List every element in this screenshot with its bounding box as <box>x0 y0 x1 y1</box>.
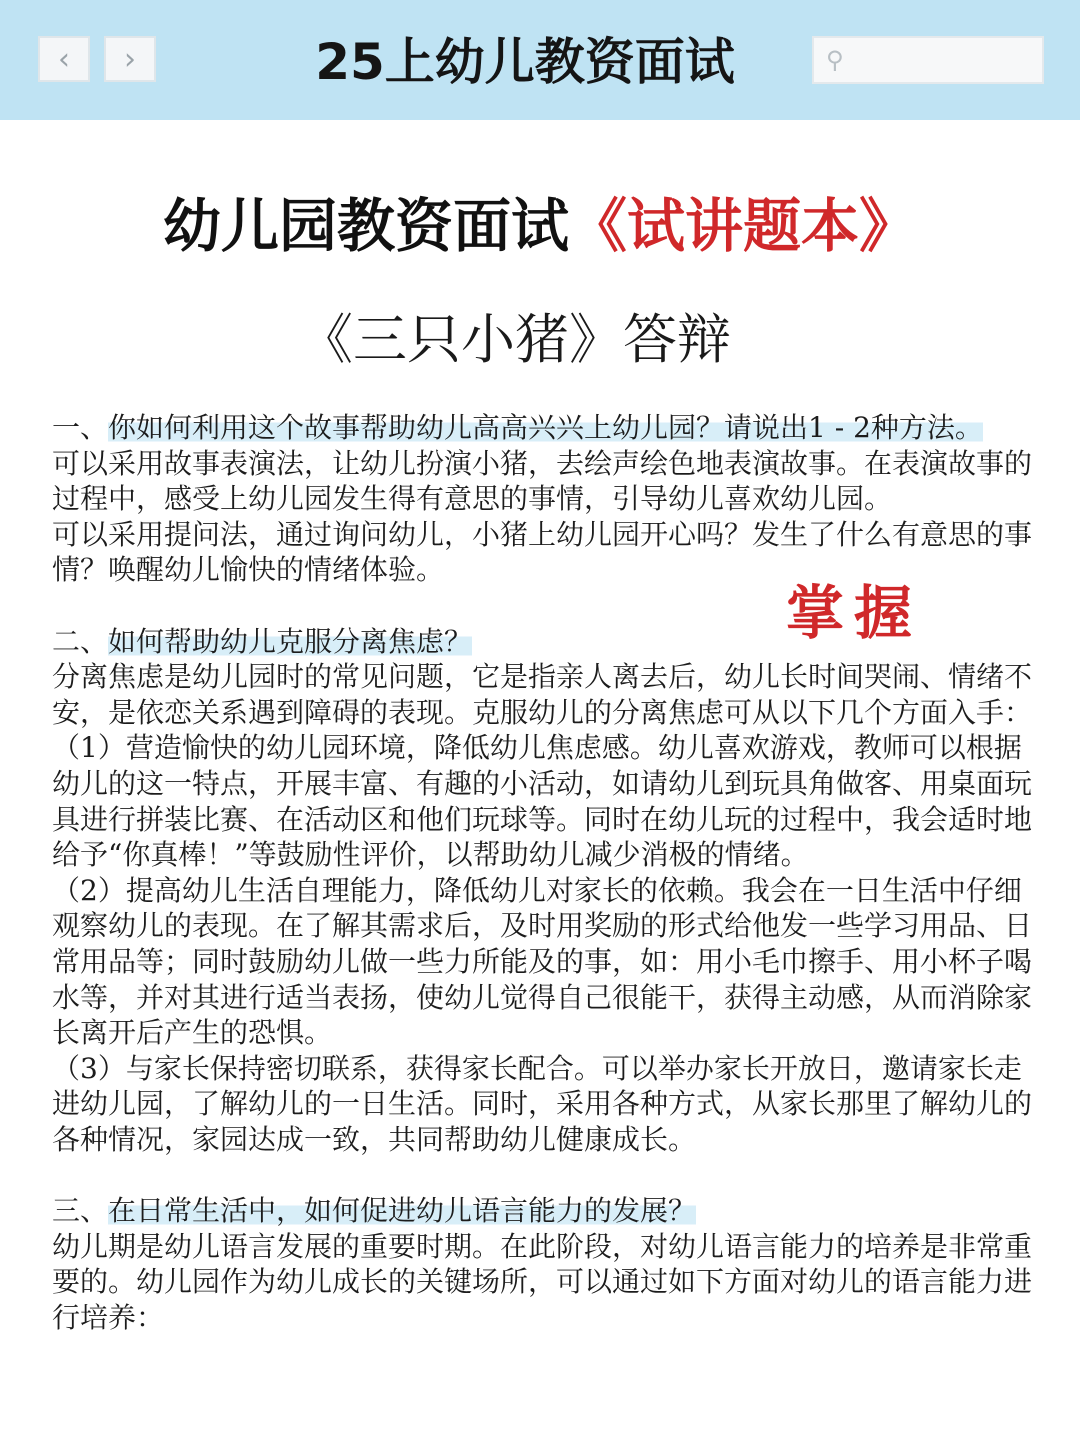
answer-2-point-2: （2）提高幼儿生活自理能力，降低幼儿对家长的依赖。我会在一日生活中仔细观察幼儿的表现。在了解其需求后，及时用奖励的形式给他发一些学习用品、日常用品等；同时鼓励幼儿做一些力所能及的事，如：用小毛巾擦手、用小杯子喝水等，并对其进行适当表扬，使幼儿觉得自己很能干，获得主动感，从而消除家长离开后产生的恐惧。 <box>52 873 1033 1050</box>
chevron-right-icon: › <box>124 41 136 77</box>
question-3 <box>52 1193 1042 1229</box>
forward-button[interactable] <box>104 36 156 82</box>
search-input[interactable] <box>812 36 1044 84</box>
page-title: 25上幼儿教资面试 <box>315 33 735 91</box>
document-title <box>0 186 1080 266</box>
answer-2-intro: 分离焦虑是幼儿园时的常见问题，它是指亲人离去后，幼儿长时间哭闹、情绪不安，是依恋关系遇到障碍的表现。克服幼儿的分离焦虑可从以下几个方面入手： <box>52 660 1033 729</box>
question-3-text: 在日常生活中，如何促进幼儿语言能力的发展？ <box>108 1194 697 1228</box>
header-bar <box>0 0 1080 120</box>
search-icon: ⚲ <box>826 46 844 74</box>
question-1-prefix: 一、 <box>52 411 109 444</box>
question-1 <box>52 410 1042 446</box>
question-2-prefix: 二、 <box>52 624 109 658</box>
question-2 <box>52 624 1042 660</box>
section-gap <box>52 1157 1042 1193</box>
question-2-text: 如何帮助幼儿克服分离焦虑？ <box>108 624 473 658</box>
question-1-text: 你如何利用这个故事帮助幼儿高高兴兴上幼儿园？请说出1 - 2种方法。 <box>108 411 983 444</box>
answer-1-method-2: 可以采用提问法，通过询问幼儿，小猪上幼儿园开心吗？发生了什么有意思的事情？唤醒幼儿愉快的情绪体验。 <box>52 517 1033 587</box>
title-red: 《试讲题本》 <box>569 192 918 260</box>
answer-3-intro: 幼儿期是幼儿语言发展的重要时期。在此阶段，对幼儿语言能力的培养是非常重要的。幼儿园作为幼儿成长的关键场所，可以通过如下方面对幼儿的语言能力进行培养： <box>52 1229 1033 1334</box>
answer-2-point-3: （3）与家长保持密切联系，获得家长配合。可以举办家长开放日，邀请家长走进幼儿园，了解幼儿的一日生活。同时，采用各种方式，从家长那里了解幼儿的各种情况，家园达成一致，共同帮助幼儿健康成长。 <box>52 1051 1033 1156</box>
title-main: 幼儿园教资面试 <box>162 192 569 260</box>
section-gap <box>52 588 1042 624</box>
answer-1-method-1: 可以采用故事表演法，让幼儿扮演小猪，去绘声绘色地表演故事。在表演故事的过程中，感受上幼儿园发生得有意思的事情，引导幼儿喜欢幼儿园。 <box>52 446 1033 516</box>
answer-2-point-1: （1）营造愉快的幼儿园环境，降低幼儿焦虑感。幼儿喜欢游戏，教师可以根据幼儿的这一特点，开展丰富、有趣的小活动，如请幼儿到玩具角做客、用桌面玩具进行拼装比赛、在活动区和他们玩球等。同时在幼儿玩的过程中，我会适时地给予“你真棒！”等鼓励性评价，以帮助幼儿减少消极的情绪。 <box>52 731 1033 872</box>
document-subtitle: 《三只小猪》答辩 <box>299 308 731 371</box>
question-3-prefix: 三、 <box>52 1194 109 1228</box>
chevron-left-icon: ‹ <box>58 41 70 77</box>
back-button[interactable] <box>38 36 90 82</box>
mastery-stamp: 掌握 <box>786 579 923 647</box>
document-body <box>52 410 1042 1335</box>
